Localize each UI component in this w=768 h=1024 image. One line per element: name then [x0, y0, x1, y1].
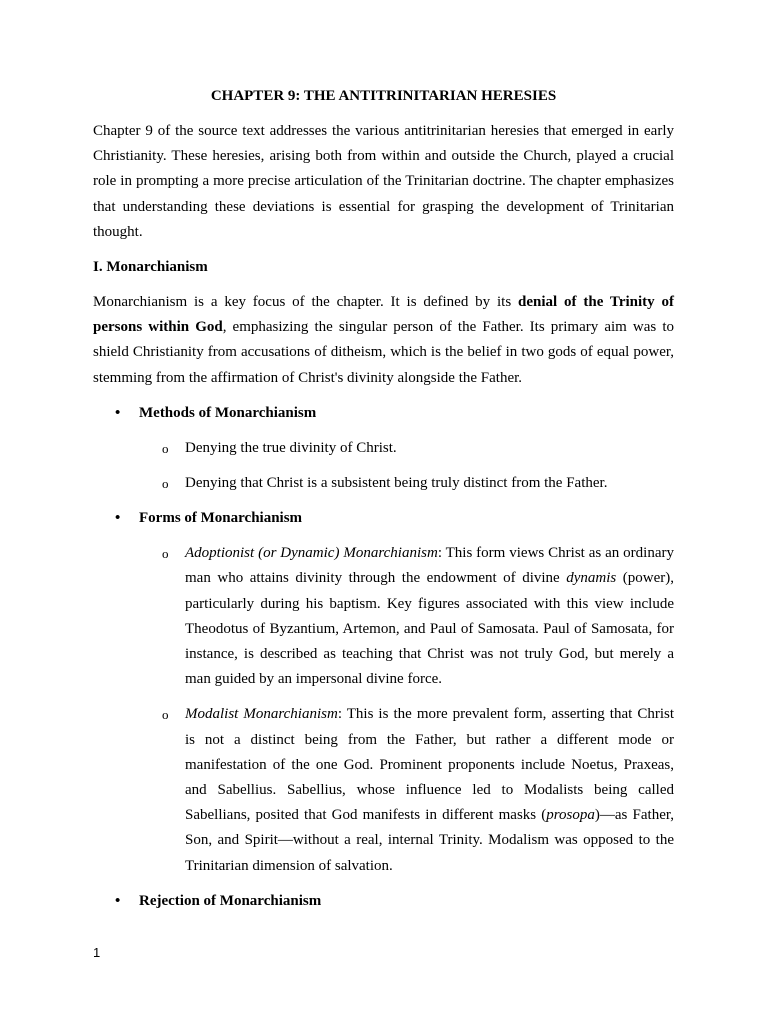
monarchianism-bold-definition: denial of the Trinity of persons within God [93, 294, 674, 336]
sub-item-method-2 [93, 471, 674, 496]
modalist-text-2: )—as Father, Son, and Spirit—without a real, internal Trinity. Modalism was opposed to the Trinitarian dimension of salvation. [185, 807, 674, 874]
sub-item-method-1 [93, 436, 674, 461]
sub-bullet-glyph: o [162, 476, 169, 492]
bullet-methods [93, 401, 674, 426]
sub-item-modalist [93, 702, 674, 878]
bullet-forms [93, 506, 674, 531]
bullet-rejection [93, 889, 674, 914]
modalist-italic-prosopa: prosopa [546, 807, 595, 824]
sub-item-adoptionist [93, 541, 674, 692]
section-heading-monarchianism: I. Monarchianism [93, 259, 208, 276]
sub-item-text: Denying that Christ is a subsistent being truly distinct from the Father. [185, 475, 608, 492]
intro-paragraph: Chapter 9 of the source text addresses the various antitrinitarian heresies that emerged in early Christianity. These heresies, arising both from within and outside the Church, played a crucial role in prompting a more precise articulation of the Trinitarian doctrine. The chapter emphasizes that understanding these deviations is essential for grasping the development of Trinitarian thought. [93, 123, 674, 240]
bullet-glyph: • [115, 510, 121, 527]
bullet-forms-label: Forms of Monarchianism [139, 510, 303, 527]
bullet-methods-label: Methods of Monarchianism [139, 404, 317, 421]
sub-bullet-glyph: o [162, 546, 169, 562]
adoptionist-italic-dynamis: dynamis [566, 570, 617, 587]
sub-bullet-glyph: o [162, 440, 169, 456]
monarchianism-text-end: , emphasizing the singular person of the Father. Its primary aim was to shield Christianity from accusations of ditheism, which is the belief in two gods of equal power, stemming from the affirmation of Christ's divinity alongside the Father. [93, 319, 674, 386]
bullet-glyph: • [115, 404, 121, 421]
page-number: 1 [93, 945, 101, 960]
modalist-term: Modalist Monarchianism [185, 706, 338, 723]
sub-bullet-glyph: o [162, 707, 169, 723]
adoptionist-term: Adoptionist (or Dynamic) Monarchianism [185, 545, 438, 562]
chapter-title: CHAPTER 9: THE ANTITRINITARIAN HERESIES [210, 88, 557, 104]
document-page [93, 80, 674, 924]
monarchianism-text-start: Monarchianism is a key focus of the chapter. It is defined by its [93, 294, 519, 311]
monarchianism-paragraph [93, 290, 674, 391]
bullet-glyph: • [115, 892, 121, 909]
sub-item-text: Denying the true divinity of Christ. [185, 439, 397, 456]
bullet-rejection-label: Rejection of Monarchianism [139, 892, 322, 909]
modalist-text-1: : This is the more prevalent form, asserting that Christ is not a distinct being from the Father, but rather a different mode or manifestation of the one God. Prominent proponents include Noetus, Praxeas, and Sabellius. Sabellius, whose influence led to Modalists being called Sabellians, posited that God manifests in different masks ( [185, 706, 674, 824]
adoptionist-text-2: (power), particularly during his baptism. Key figures associated with this view include Theodotus of Byzantium, Artemon, and Paul of Samosata. Paul of Samosata, for instance, is described as teaching that Christ was not truly God, but merely a man guided by an impersonal divine force. [185, 570, 674, 688]
adoptionist-text-1: : This form views Christ as an ordinary man who attains divinity through the endowment of divine [185, 545, 675, 587]
